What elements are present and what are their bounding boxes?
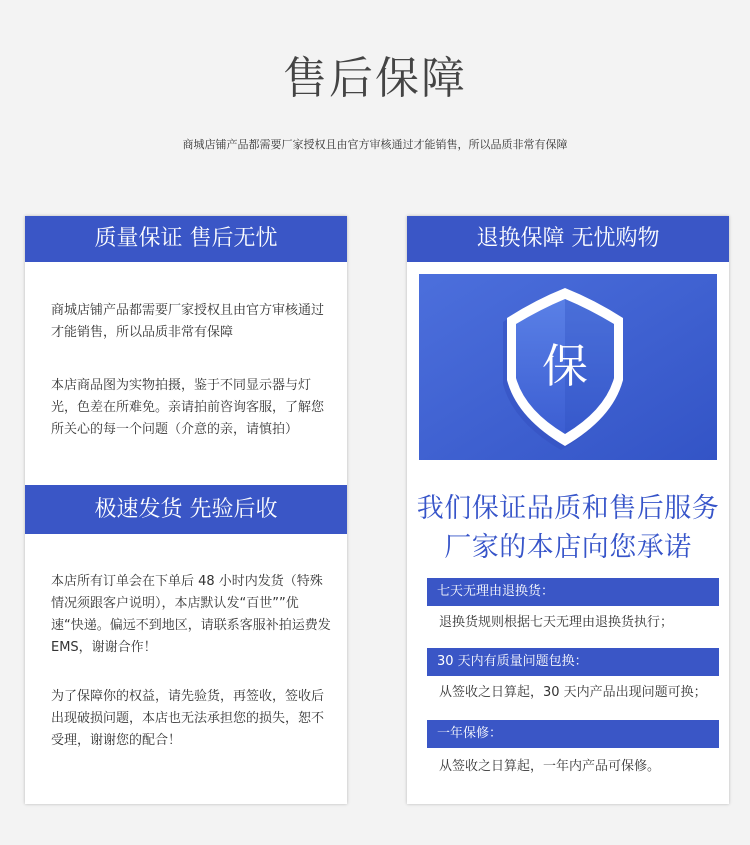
promise-line-1: 我们保证品质和售后服务 [416,493,720,524]
shipping-paragraph-2: 为了保障你的权益，请先验货，再签收，签收后出现破损问题，本店也无法承担您的损失，恕不受理，谢谢您的配合！ [51,689,325,748]
rule-text-warranty: 从签收之日算起，一年内产品可保修。 [439,759,661,774]
return-band: 退换保障 无忧购物 [407,216,729,262]
rule-heading-seven-day: 七天无理由退换货： [427,578,719,606]
shield-icon [419,274,717,460]
quality-paragraph-2: 本店商品图为实物拍摄，鉴于不同显示器与灯光，色差在所难免。亲请拍前咨询客服，了解您所关心的每一个问题（介意的亲，请慎拍） [51,378,325,437]
rule-text-seven-day: 退换货规则根据七天无理由退换货执行； [439,615,674,630]
quality-card [25,216,347,804]
shield-banner [419,274,717,460]
return-card [407,216,729,804]
promise-line-2: 厂家的本店向您承诺 [444,532,692,563]
shipping-band: 极速发货 先验后收 [25,485,347,534]
shield-char: 保 [542,339,588,393]
rule-heading-thirty-day: 30 天内有质量问题包换： [427,648,719,676]
shipping-paragraph-1: 本店所有订单会在下单后 48 小时内发货（特殊情况须跟客户说明），本店默认发“百世””优速“快递。偏远不到地区，请联系客服补拍运费发 EMS，谢谢合作！ [51,574,331,655]
page-title: 售后保障 [283,53,467,104]
rule-heading-warranty: 一年保修： [427,720,719,748]
page-subtitle: 商城店铺产品都需要厂家授权且由官方审核通过才能销售，所以品质非常有保障 [182,138,568,151]
quality-band: 质量保证 售后无忧 [25,216,347,262]
quality-paragraph-1: 商城店铺产品都需要厂家授权且由官方审核通过才能销售，所以品质非常有保障 [51,303,325,340]
rule-text-thirty-day: 从签收之日算起，30 天内产品出现问题可换； [439,685,707,700]
